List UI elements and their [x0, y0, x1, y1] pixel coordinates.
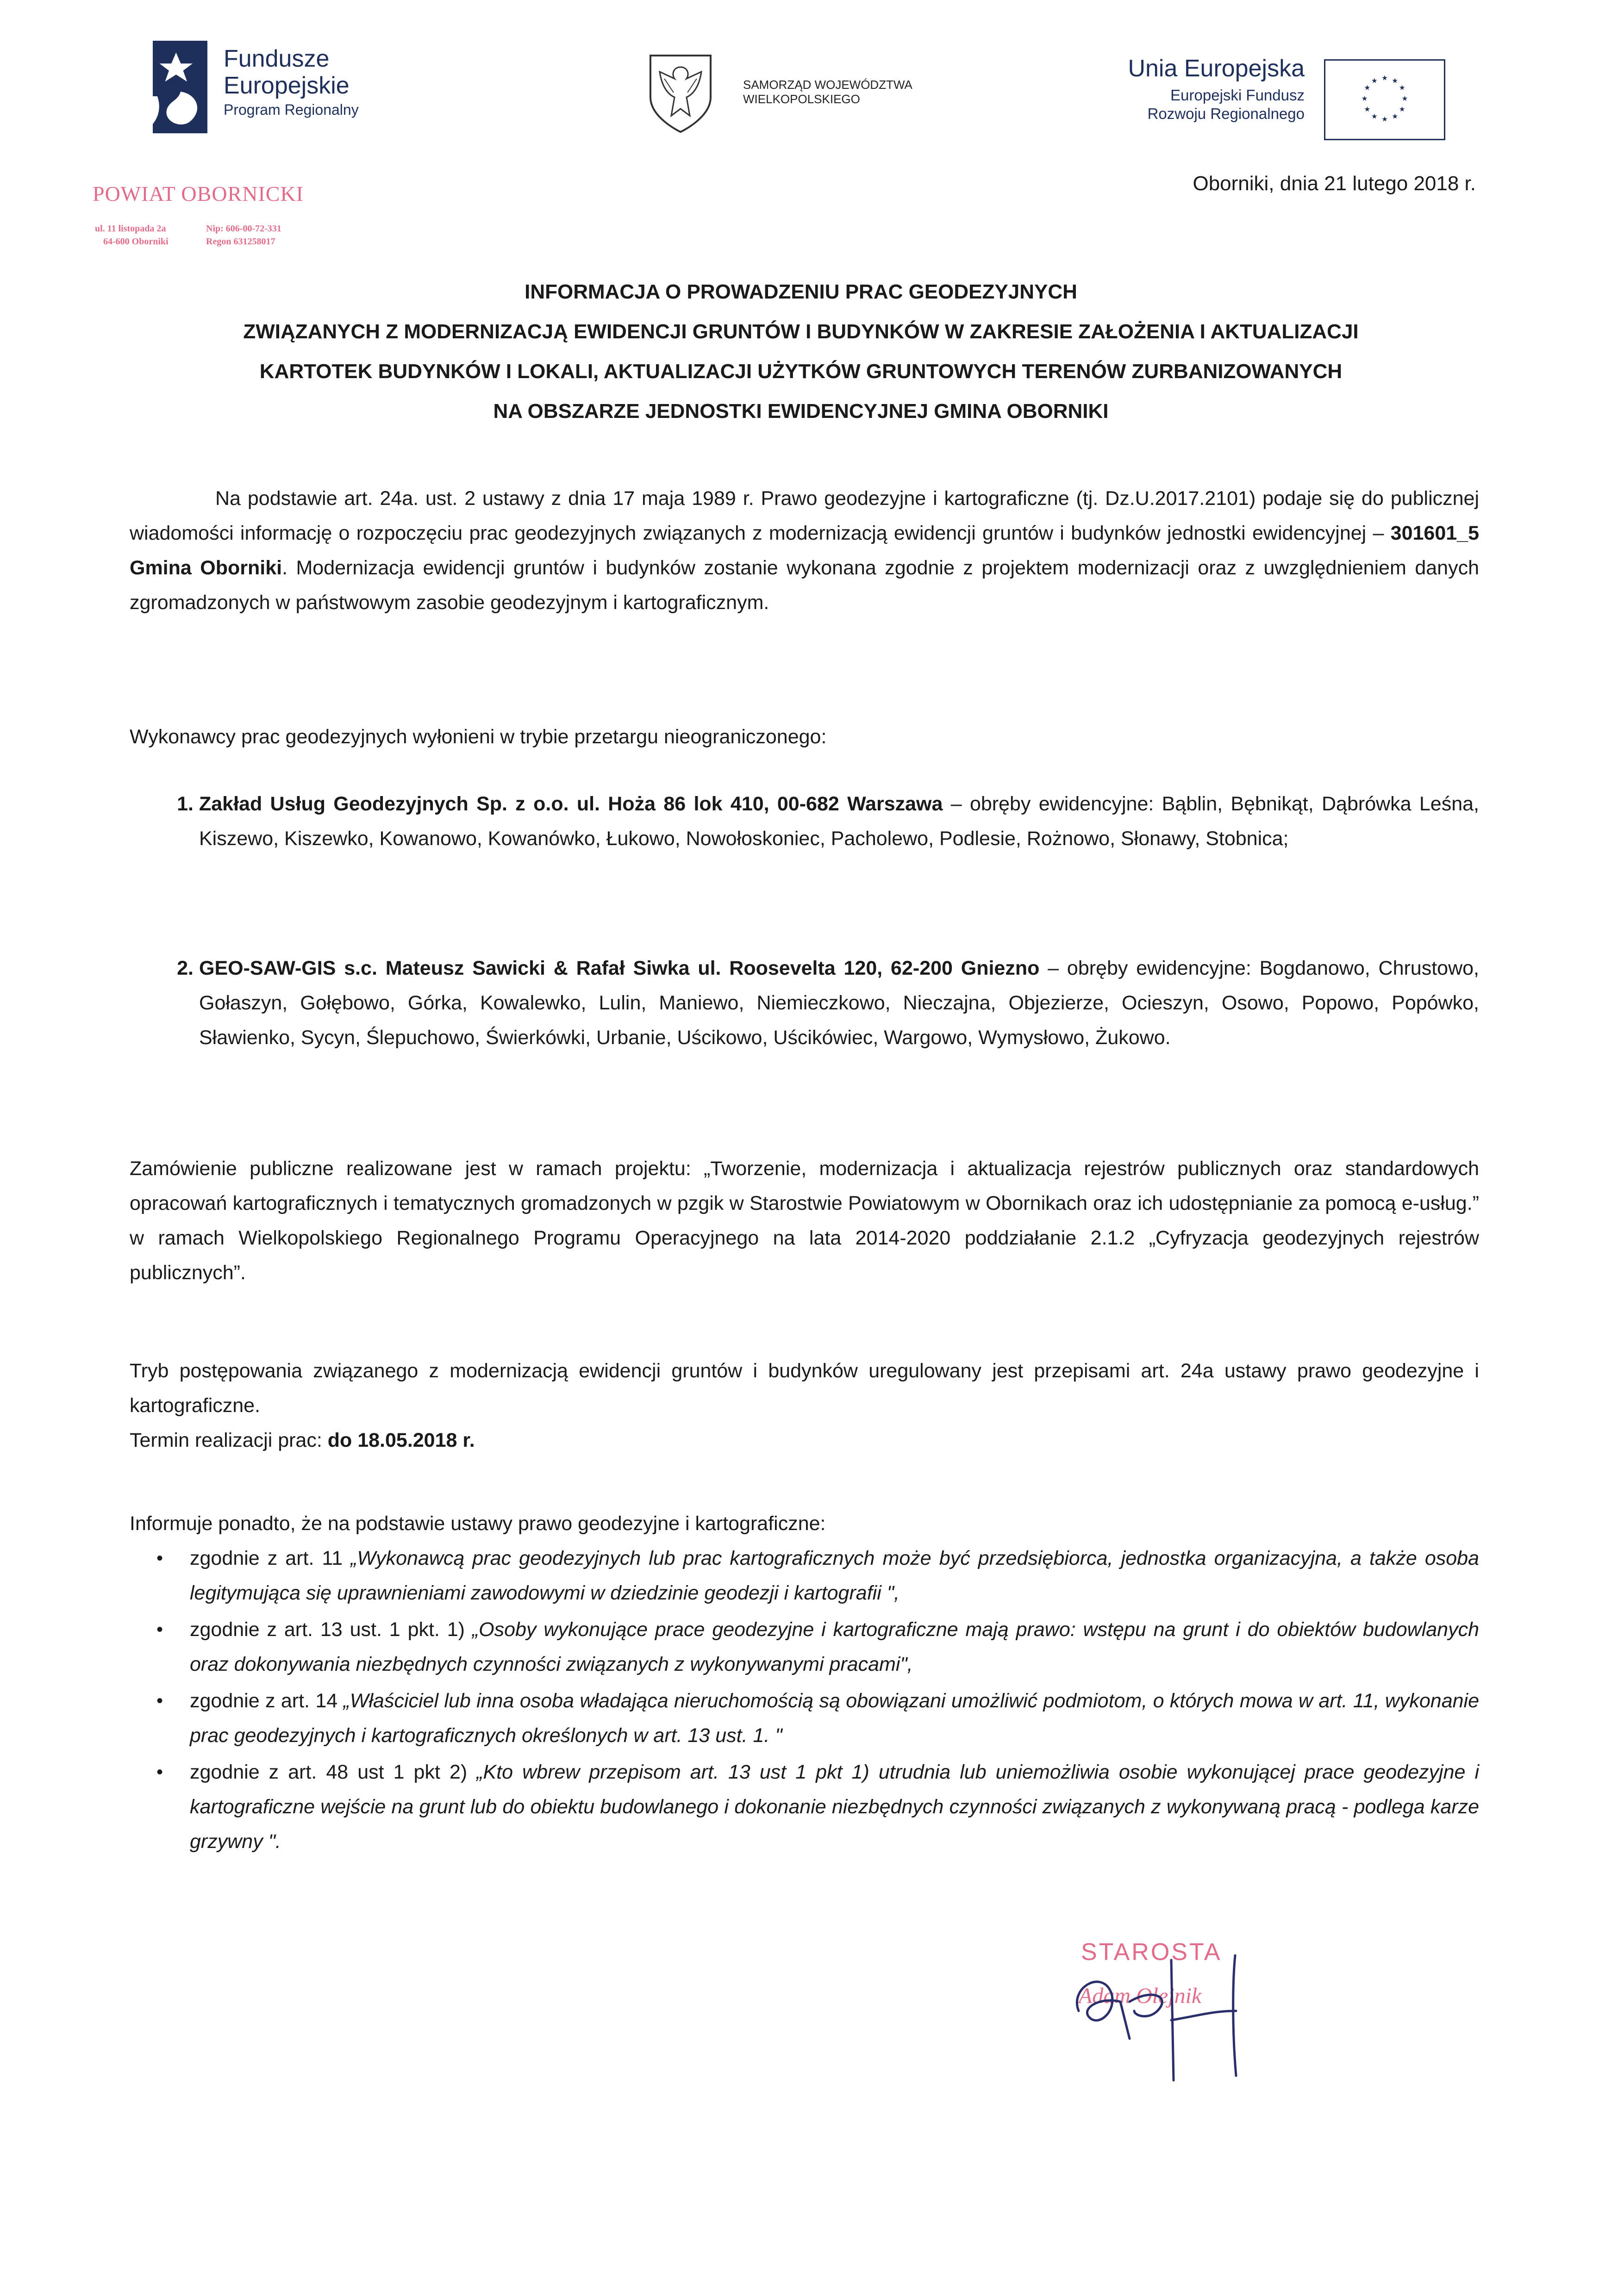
fe-logo-line2: Europejskie [224, 72, 350, 100]
svg-text:★: ★ [1399, 105, 1405, 114]
contractor-number: 2. [177, 957, 194, 979]
p1-text-b: . Modernizacja ewidencji gruntów i budynków zostanie wykonana zgodnie z projektem modernizacji oraz z uwzględnieniem danych zgromadzonych w państwowym zasobie geodezyjnym i kartograficznym. [130, 557, 1479, 614]
paragraph-project: Zamówienie publiczne realizowane jest w ramach projektu: „Tworzenie, modernizacja i aktualizacja rejestrów publicznych oraz standardowych opracowań kartograficznych i tematycznych gromadzonych w pzgik w Starostwie Powiatowym w Obornikach oraz ich udostępnianie za pomocą e-usług.” w ramach Wielkopolskiego Regionalnego Programu Operacyjnego na lata 2014-2020 poddziałanie 2.1.2 „Cyfryzacja geodezyjnych rejestrów publicznych”. [130, 1157, 1479, 1284]
provision-prefix: zgodnie z art. 14 [190, 1690, 344, 1712]
stamp-title: POWIAT OBORNICKI [93, 182, 304, 205]
svg-text:★: ★ [1364, 105, 1371, 114]
list-item [130, 1612, 1479, 1682]
term-value: do 18.05.2018 r. [327, 1429, 475, 1451]
provision-quote: „Kto wbrew przepisom art. 13 ust 1 pkt 1) utrudnia lub uniemożliwia osobie wykonującej prace geodezyjne i kartograficzne wejście na grunt lub do obiektu budowlanego i dokonanie niezbędnych czynności związanych z wykonywaną pracą - podlega karze grzywny ". [190, 1761, 1480, 1853]
provision-quote: „Wykonawcą prac geodezyjnych lub prac kartograficznych może być przedsiębiorca, jednostka organizacyjna, a także osoba legitymująca się uprawnieniami zawodowymi w dziedzinie geodezji i kartografii ", [190, 1547, 1479, 1604]
eu-flag-icon [1324, 59, 1445, 140]
heading-line4: NA OBSZARZE JEDNOSTKI EWIDENCYJNEJ GMINA OBORNIKI [493, 400, 1109, 423]
contractor-number: 1. [177, 793, 194, 815]
stamp-line2a: 64-600 Oborniki [103, 236, 169, 247]
svg-text:★: ★ [1364, 83, 1371, 92]
contractor-areas: – obręby ewidencyjne: Bogdanowo, Chrustowo, Gołaszyn, Gołębowo, Górka, Kowalewko, Lulin, Maniewo, Niemieczkowo, Nieczajna, Objezierze, Ocieszyn, Osowo, Popowo, Popówko, Sławienko, Sycyn, Ślepuchowo, Świerkówki, Urbanie, Uścikowo, Uścikówiec, Wargowo, Wymysłowo, Żukowo. [199, 957, 1480, 1049]
svg-text:★: ★ [1401, 94, 1408, 103]
contractor-item [130, 787, 1479, 856]
provision-quote: „Osoby wykonujące prace geodezyjne i kartograficzne mają prawo: wstępu na grunt i do obiektów budowlanych oraz dokonywania niezbędnych czynności związanych z wykonywanymi pracami", [190, 1618, 1479, 1675]
svg-text:★: ★ [1371, 76, 1378, 85]
eu-logo-line1: Europejski Fundusz [1170, 87, 1305, 104]
contractor-name: GEO-SAW-GIS s.c. Mateusz Sawicki & Rafał Siwka ul. Roosevelta 120, 62-200 Gniezno [199, 957, 1040, 979]
eu-logo-text [1128, 55, 1305, 123]
provision-quote: „Właściciel lub inna osoba władająca nieruchomością są obowiązani umożliwić podmiotom, o których mowa w art. 11, wykonanie prac geodezyjnych i kartograficznych określonych w art. 13 ust. 1. " [190, 1690, 1479, 1747]
svg-text:★: ★ [1392, 76, 1399, 85]
paragraph-legal-basis [130, 481, 1479, 620]
fe-logo-line3: Program Regionalny [224, 101, 359, 118]
bullet-icon: • [156, 1619, 163, 1640]
bullet-icon: • [156, 1762, 163, 1782]
svg-text:★: ★ [1371, 112, 1378, 121]
document-heading [125, 272, 1477, 431]
provision-prefix: zgodnie z art. 13 ust. 1 pkt. 1) [190, 1618, 472, 1641]
eu-logo-title: Unia Europejska [1128, 55, 1305, 82]
svg-text:★: ★ [1399, 83, 1405, 92]
paragraph-provisions-intro: Informuje ponadto, że na podstawie ustawy prawo geodezyjne i kartograficzne: [130, 1512, 826, 1535]
paragraph-procedure [130, 1354, 1479, 1458]
stamp-line1a: ul. 11 listopada 2a [95, 224, 166, 234]
provisions-list [130, 1541, 1479, 1861]
procedure-text: Tryb postępowania związanego z modernizacją ewidencji gruntów i budynków uregulowany jest przepisami art. 24a ustawy prawo geodezyjne i kartograficzne. [130, 1360, 1479, 1417]
p1-text-a: Na podstawie art. 24a. ust. 2 ustawy z dnia 17 maja 1989 r. Prawo geodezyjne i kartograficzne (tj. Dz.U.2017.2101) podaje się do publicznej wiadomości informację o rozpoczęciu prac geodezyjnych związanych z modernizacją ewidencji gruntów i budynków jednostki ewidencyjnej – [130, 487, 1479, 544]
bullet-icon: • [156, 1691, 163, 1711]
stamp-line1b: Nip: 606-00-72-331 [206, 224, 281, 234]
handwritten-signature-icon [1060, 1941, 1301, 2085]
document-date: Oborniki, dnia 21 lutego 2018 r. [1193, 172, 1476, 195]
stamp-address [95, 222, 281, 248]
wielkopolska-logo-text [743, 78, 912, 106]
p1-unit-id: 301601_5 Gmina Oborniki [130, 522, 1479, 579]
provision-prefix: zgodnie z art. 11 [190, 1547, 351, 1569]
svg-text:★: ★ [1381, 74, 1388, 82]
heading-line2: ZWIĄZANYCH Z MODERNIZACJĄ EWIDENCJI GRUNTÓW I BUDYNKÓW W ZAKRESIE ZAŁOŻENIA I AKTUALIZACJI [243, 320, 1359, 343]
fundusze-europejskie-logo-icon [153, 41, 207, 133]
signature-stamp-title: STAROSTA [1081, 1939, 1222, 1966]
eagle-crest-icon [646, 51, 715, 134]
list-item [130, 1541, 1479, 1611]
svg-text:★: ★ [1381, 115, 1388, 124]
list-item [130, 1684, 1479, 1753]
wlkp-line1: SAMORZĄD WOJEWÓDZTWA [743, 78, 912, 92]
paragraph-contractors-intro: Wykonawcy prac geodezyjnych wyłonieni w trybie przetargu nieograniczonego: [130, 726, 827, 748]
fe-logo-line1: Fundusze [224, 45, 330, 72]
eu-logo-line2: Rozwoju Regionalnego [1147, 105, 1305, 122]
list-item [130, 1755, 1479, 1859]
bullet-icon: • [156, 1548, 163, 1568]
heading-line3: KARTOTEK BUDYNKÓW I LOKALI, AKTUALIZACJI UŻYTKÓW GRUNTOWYCH TERENÓW ZURBANIZOWANYCH [259, 360, 1343, 383]
contractor-name: Zakład Usług Geodezyjnych Sp. z o.o. ul. Hoża 86 lok 410, 00-682 Warszawa [199, 793, 943, 815]
term-label: Termin realizacji prac: [130, 1429, 328, 1451]
heading-line1: INFORMACJA O PROWADZENIU PRAC GEODEZYJNYCH [525, 280, 1077, 303]
provision-prefix: zgodnie z art. 48 ust 1 pkt 2) [190, 1761, 477, 1783]
contractor-item [130, 951, 1479, 1055]
svg-text:★: ★ [1361, 94, 1368, 103]
stamp-line2b: Regon 631258017 [206, 236, 275, 247]
fundusze-europejskie-logo-text [224, 45, 359, 118]
wlkp-line2: WIELKOPOLSKIEGO [743, 92, 860, 106]
signature-stamp-name: Adam Olejnik [1079, 1984, 1202, 2008]
svg-text:★: ★ [1392, 112, 1399, 121]
contractor-areas: – obręby ewidencyjne: Bąblin, Bębnikąt, Dąbrówka Leśna, Kiszewo, Kiszewko, Kowanowo, Kowanówko, Łukowo, Nowołoskoniec, Pacholewo, Podlesie, Rożnowo, Słonawy, Stobnica; [199, 793, 1479, 850]
